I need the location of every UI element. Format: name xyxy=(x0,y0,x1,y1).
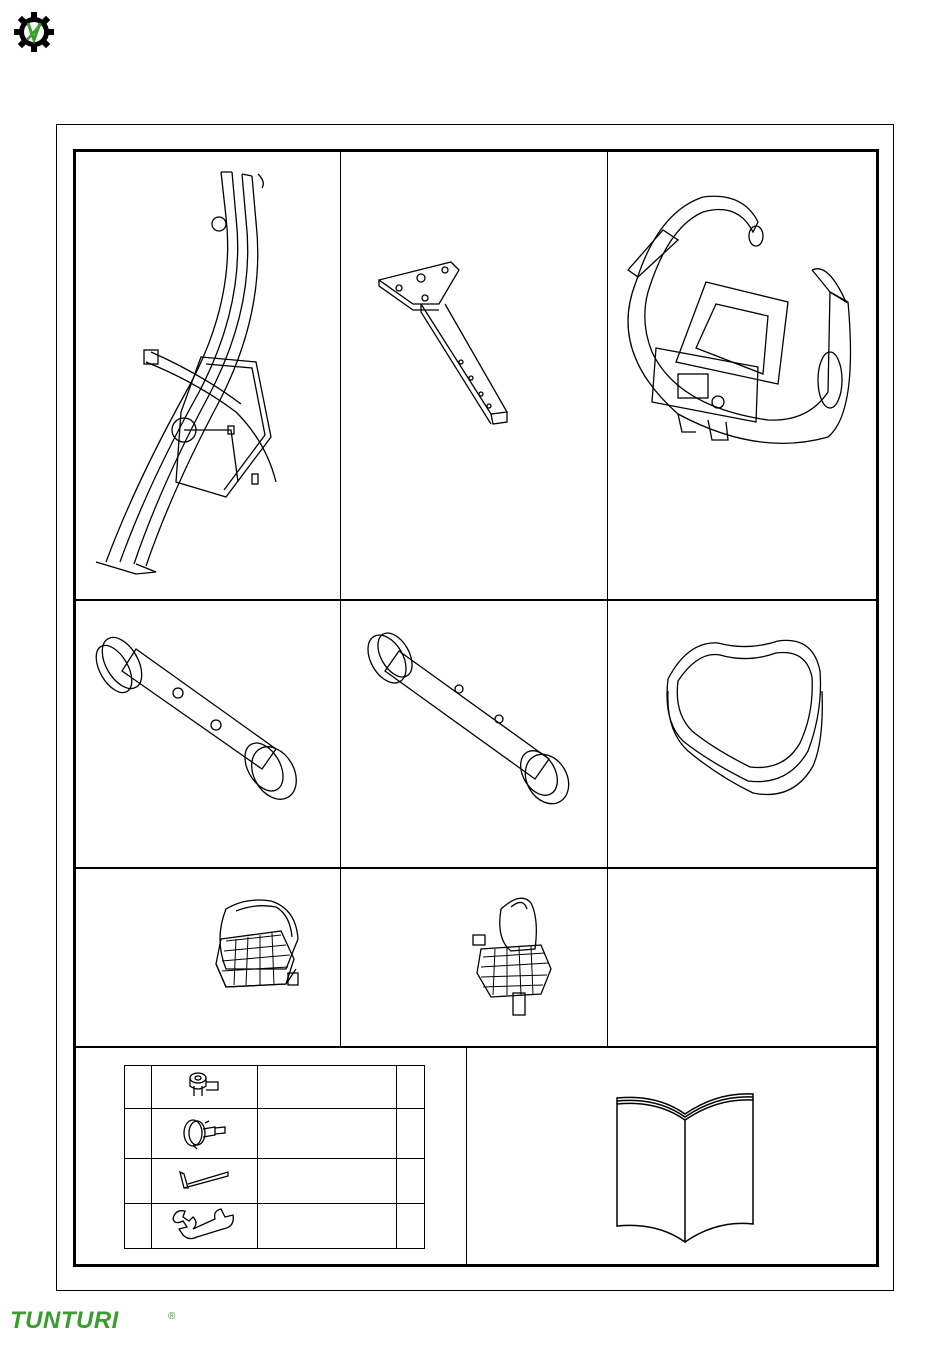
table-row xyxy=(125,1109,425,1159)
knob-icon xyxy=(151,1109,257,1159)
gear-wrench-icon xyxy=(12,10,56,54)
part-rear-stabilizer xyxy=(341,601,607,867)
owners-manual xyxy=(467,1048,876,1264)
brand-logo: TUNTURI xyxy=(10,1307,119,1334)
part-handlebar-console xyxy=(608,152,876,599)
hardware-table xyxy=(124,1065,425,1249)
item-number xyxy=(125,1109,152,1159)
item-description xyxy=(257,1066,396,1109)
table-row xyxy=(125,1066,425,1109)
part-seat-post xyxy=(341,152,607,599)
item-qty xyxy=(397,1158,425,1203)
item-description xyxy=(257,1109,396,1159)
item-qty xyxy=(397,1109,425,1159)
table-row xyxy=(125,1203,425,1248)
item-description xyxy=(257,1158,396,1203)
item-number xyxy=(125,1158,152,1203)
item-number xyxy=(125,1066,152,1109)
allen-key-icon xyxy=(151,1158,257,1203)
item-description xyxy=(257,1203,396,1248)
item-number xyxy=(125,1203,152,1248)
part-front-stabilizer xyxy=(76,601,340,867)
part-left-pedal xyxy=(76,869,340,1046)
open-wrench-icon xyxy=(151,1203,257,1248)
part-seat-saddle xyxy=(608,601,876,867)
part-main-frame xyxy=(76,152,340,599)
table-row xyxy=(125,1158,425,1203)
part-right-pedal xyxy=(341,869,607,1046)
item-qty xyxy=(397,1203,425,1248)
registered-mark: ® xyxy=(168,1311,176,1322)
bolt-icon xyxy=(151,1066,257,1109)
part-empty xyxy=(608,869,876,1046)
item-qty xyxy=(397,1066,425,1109)
